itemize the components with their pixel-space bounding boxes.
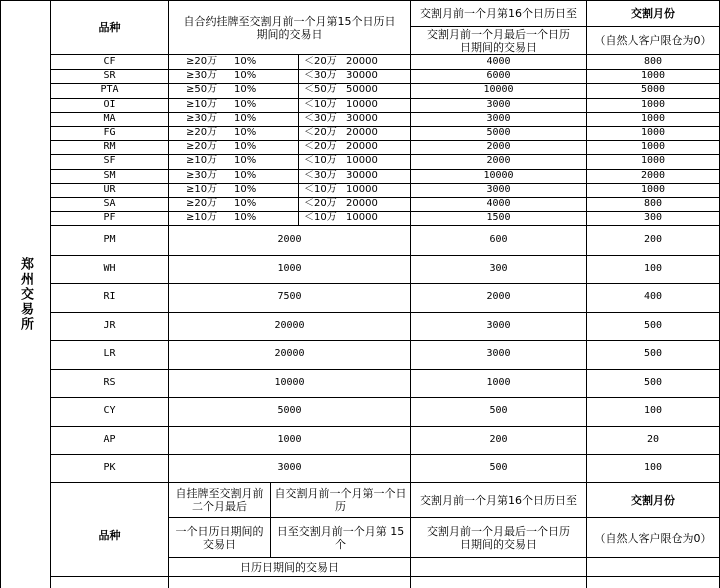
tiered-oi-threshold: ≥20万	[186, 198, 218, 209]
tiered-delivery: 1000	[640, 127, 666, 139]
fixed-general: 20000	[274, 319, 305, 331]
tiered-delivery: 2000	[640, 169, 666, 181]
tiered-oi-threshold: ≥10万	[186, 212, 218, 224]
tiered-limit: 20000	[346, 56, 378, 67]
tiered-below-threshold: ＜50万	[304, 84, 337, 96]
fixed-mid: 3000	[486, 319, 511, 331]
header1-delivery-line1: 交割月份	[631, 7, 675, 20]
header2-bottom-line	[51, 576, 720, 577]
tiered-oi-threshold: ≥20万	[186, 141, 218, 153]
tiered-limit: 20000	[346, 141, 378, 153]
tiered-product: OI	[103, 98, 116, 110]
fixed-product: CY	[103, 405, 116, 417]
fixed-delivery: 100	[643, 262, 663, 274]
tiered-limit: 50000	[346, 84, 378, 96]
tiered-below-threshold: ＜20万	[304, 127, 337, 138]
tiered-below-threshold: ＜10万	[304, 183, 337, 195]
header1-from-16th-line1: 交割月前一个月第16个日历日至	[420, 7, 577, 20]
fixed-general: 10000	[274, 376, 305, 388]
fixed-general: 1000	[277, 262, 302, 274]
fixed-delivery: 500	[643, 319, 663, 331]
tiered-product: MA	[103, 112, 116, 124]
tiered-oi-threshold: ≥20万	[186, 56, 218, 67]
fixed-mid: 1000	[486, 376, 511, 388]
tiered-pct: 10%	[234, 198, 257, 209]
tiered-oi-threshold: ≥30万	[186, 70, 218, 82]
tiered-mid: 2000	[486, 155, 511, 167]
fixed-delivery: 20	[646, 433, 660, 445]
tiered-mid: 3000	[486, 112, 511, 124]
header1-delivery-line2: （自然人客户限仓为0）	[594, 34, 712, 47]
header2-col-c-line1: 交割月前一个月第16个日历日至	[420, 493, 577, 507]
header2-col-d-line2: （自然人客户限仓为0）	[594, 531, 712, 545]
fixed-general: 20000	[274, 348, 305, 360]
tiered-pct: 10%	[234, 155, 257, 167]
fixed-mid: 600	[489, 234, 508, 246]
tiered-limit: 20000	[346, 127, 378, 138]
header2-col-b-line1: 自交割月前一个月第一个日历	[274, 487, 407, 513]
tiered-delivery: 1000	[640, 183, 666, 195]
fixed-mid: 300	[489, 262, 508, 274]
fixed-general: 7500	[277, 291, 302, 303]
header1-listing-to-15th: 自合约挂牌至交割月前一个月第15个日历日期间的交易日	[183, 14, 396, 41]
fixed-product: RS	[103, 376, 116, 388]
tiered-delivery: 1000	[640, 155, 666, 167]
fixed-product: WH	[103, 262, 116, 274]
tiered-delivery: 1000	[640, 141, 666, 153]
fixed-delivery: 100	[643, 462, 663, 474]
fixed-product: JR	[103, 319, 116, 331]
fixed-delivery: 200	[643, 234, 663, 246]
tiered-pct: 10%	[234, 84, 257, 96]
tiered-product: UR	[103, 183, 116, 195]
tiered-limit: 30000	[346, 70, 378, 82]
tiered-oi-threshold: ≥30万	[186, 112, 218, 124]
fixed-mid: 500	[489, 405, 508, 417]
tiered-limit: 10000	[346, 155, 378, 167]
tiered-delivery: 1000	[640, 112, 666, 124]
tiered-product: SF	[103, 155, 116, 167]
tiered-mid: 4000	[486, 56, 511, 68]
tiered-delivery: 5000	[640, 84, 666, 96]
tiered-delivery: 800	[643, 198, 663, 210]
header2-product: 品种	[98, 529, 121, 542]
fixed-mid: 200	[489, 433, 508, 445]
tiered-pct: 10%	[234, 56, 257, 67]
tiered-limit: 10000	[346, 212, 378, 224]
tiered-mid: 4000	[486, 198, 511, 210]
tiered-delivery: 1000	[640, 70, 666, 82]
tiered-mid: 2000	[486, 141, 511, 153]
tiered-pct: 10%	[234, 141, 257, 153]
tiered-mid: 10000	[483, 169, 514, 181]
tiered-pct: 10%	[234, 127, 257, 138]
header2-col-a-line2: 一个日历日期间的交易日	[175, 525, 264, 551]
tiered-below-threshold: ＜30万	[304, 70, 337, 82]
tiered-below-threshold: ＜20万	[304, 56, 337, 67]
fixed-delivery: 500	[643, 348, 663, 360]
tiered-below-threshold: ＜10万	[304, 98, 337, 110]
header2-col-b-line2: 日至交割月前一个月第 15 个	[276, 525, 405, 551]
tiered-limit: 30000	[346, 112, 378, 124]
tiered-oi-threshold: ≥10万	[186, 98, 218, 110]
tiered-limit: 10000	[346, 98, 378, 110]
fixed-general: 1000	[277, 433, 302, 445]
tiered-pct: 10%	[234, 98, 257, 110]
header2-col-a-line1: 自挂牌至交割月前二个月最后	[175, 487, 264, 513]
fixed-general: 2000	[277, 234, 302, 246]
tiered-mid: 3000	[486, 98, 511, 110]
fixed-mid: 500	[489, 462, 508, 474]
fixed-delivery: 500	[643, 376, 663, 388]
fixed-product: PK	[103, 462, 116, 474]
tiered-oi-threshold: ≥10万	[186, 183, 218, 195]
tiered-product: RM	[103, 141, 116, 153]
header1-from-16th-line2: 交割月前一个月最后一个日历日期间的交易日	[427, 27, 570, 54]
tiered-below-threshold: ＜10万	[304, 155, 337, 167]
exchange-label: 郑州交易所	[18, 257, 33, 332]
header2-col-b-line3: 日历日期间的交易日	[240, 560, 339, 574]
fixed-general: 5000	[277, 405, 302, 417]
tiered-below-threshold: ＜30万	[304, 169, 337, 181]
tiered-below-threshold: ＜20万	[304, 141, 337, 153]
fixed-delivery: 400	[643, 291, 663, 303]
tiered-delivery: 300	[643, 212, 663, 224]
tiered-mid: 6000	[486, 70, 511, 82]
tiered-mid: 10000	[483, 84, 514, 96]
tiered-below-threshold: ＜20万	[304, 198, 337, 209]
fixed-general: 3000	[277, 462, 302, 474]
tiered-mid: 3000	[486, 183, 511, 195]
tiered-delivery: 1000	[640, 98, 666, 110]
tiered-product: PTA	[100, 84, 119, 96]
fixed-product: PM	[103, 234, 116, 246]
header2-col-d-line1: 交割月份	[631, 493, 675, 507]
tiered-pct: 10%	[234, 183, 257, 195]
fixed-mid: 3000	[486, 348, 511, 360]
tiered-product: FG	[103, 127, 116, 139]
tiered-product: SA	[103, 198, 116, 210]
tiered-pct: 10%	[234, 112, 257, 124]
tiered-delivery: 800	[643, 56, 663, 68]
tiered-product: SR	[103, 70, 116, 82]
tiered-limit: 10000	[346, 183, 378, 195]
tiered-pct: 10%	[234, 212, 257, 224]
tiered-oi-threshold: ≥20万	[186, 127, 218, 138]
tiered-below-threshold: ＜10万	[304, 212, 337, 224]
tiered-oi-threshold: ≥30万	[186, 169, 218, 181]
tiered-product: SM	[103, 169, 116, 181]
tiered-mid: 1500	[486, 212, 511, 224]
header1-product: 品种	[98, 21, 121, 34]
fixed-product: LR	[103, 348, 116, 360]
tiered-limit: 20000	[346, 198, 378, 209]
tiered-pct: 10%	[234, 70, 257, 82]
tiered-mid: 5000	[486, 127, 511, 139]
header2-col-c-line2: 交割月前一个月最后一个日历日期间的交易日	[427, 525, 570, 551]
tiered-pct: 10%	[234, 169, 257, 181]
tiered-below-threshold: ＜30万	[304, 112, 337, 124]
fixed-product: AP	[103, 433, 116, 445]
fixed-mid: 2000	[486, 291, 511, 303]
fixed-delivery: 100	[643, 405, 663, 417]
tiered-limit: 30000	[346, 169, 378, 181]
tiered-oi-threshold: ≥50万	[186, 84, 218, 96]
tiered-oi-threshold: ≥10万	[186, 155, 218, 167]
fixed-product: RI	[103, 291, 116, 303]
tiered-product: PF	[103, 212, 116, 224]
tiered-product: CF	[103, 56, 116, 68]
